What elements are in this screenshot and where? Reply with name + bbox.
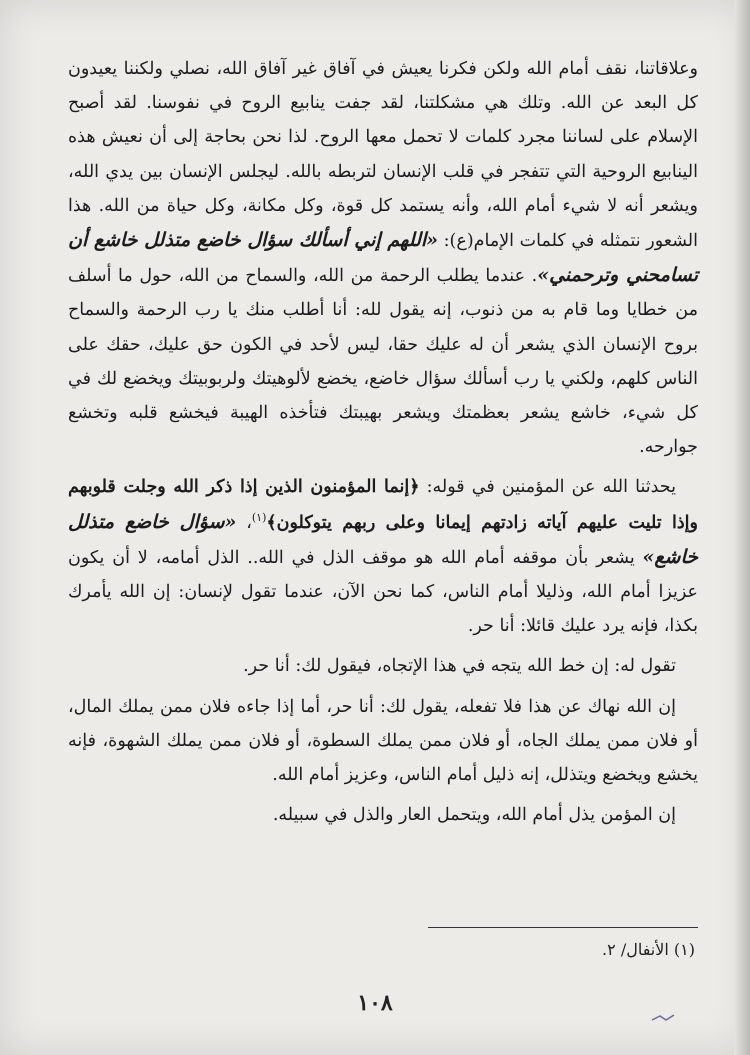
page-number: ١٠٨ — [357, 990, 393, 1016]
text-run: وعلاقاتنا، نقف أمام الله ولكن فكرنا يعيش في آفاق غير آفاق الله، نصلي ولكننا يعيدون كل البعد عن الله. وتلك هي مشكلتنا، لقد جفت ينابيع الروح في نفوسنا. لقد أصبح الإسلام على لساننا مجرد كلمات لا تحمل معها الروح. لذا نحن بحاجة إلى أن نعيش هذه الينابيع الروحية التي تتفجر في قلب الإنسان لتربطه بالله. ليجلس الإنسان بين يدي الله، ويشعر أنه لا شيء أمام الله، وأنه يستمد كل قوة، وكل مكانة، وكل حياة من الله. هذا الشعور نتمثله في كلمات الإمام(ع): — [68, 59, 698, 252]
pencil-mark-icon — [650, 1012, 676, 1024]
footnote-separator — [428, 927, 698, 928]
quoted-text: «سؤال خاضع متذلل خاشع» — [68, 510, 698, 568]
text-run: ، — [236, 512, 252, 533]
footnote-ref: (١) — [251, 510, 267, 524]
text-run: يشعر بأن موقفه أمام الله هو موقف الذل في الله.. الذل أمامه، لا أن يكون عزيزا أمام الله، وذليلا أمام الناس، كما نحن الآن، عندما تقول لإنسان: إن الله يأمرك بكذا، فإنه يرد عليك قائلا: أنا حر. — [68, 547, 698, 637]
paragraph-p1 — [68, 52, 698, 464]
paragraph-p3 — [68, 649, 698, 683]
book-spine-shadow — [734, 0, 750, 1055]
text-run: يحدثنا الله عن المؤمنين في قوله: — [419, 477, 676, 498]
text-run: إن الله نهاك عن هذا فلا تفعله، يقول لك: أنا حر، أما إذا جاءه فلان ممن يملك المال، أو فلان ممن يملك الجاه، أو فلان ممن يملك السطوة، أو فلان ممن يملك الشهوة، فإنه يخشع ويخضع ويتذلل، إنه ذليل أمام الناس، وعزيز أمام الله. — [68, 696, 698, 786]
quoted-text: «اللهم إني أسألك سؤال خاضع متذلل خاشع أن تسامحني وترحمني» — [68, 229, 698, 287]
quoted-text: ﴿إنما المؤمنون الذين إذا ذكر الله وجلت قلوبهم وإذا تليت عليهم آياته زادتهم إيمانا وعلى ربهم يتوكلون﴾ — [68, 477, 698, 533]
paragraph-p2 — [68, 470, 698, 643]
paragraph-p4 — [68, 690, 698, 793]
text-run: إن المؤمن يذل أمام الله، ويتحمل العار والذل في سبيله. — [272, 805, 676, 826]
text-run: . عندما يطلب الرحمة من الله، والسماح من الله، حول ما أسلف من خطايا وما قام به من ذنوب، إنه يقول لله: أنا أطلب منك يا رب الرحمة والسماح بروح الإنسان الذي يشعر أن له عليك حقا، ليس لأحد في الكون حق عليك، حقك على الناس كلهم، ولكني يا رب أسألك سؤال خاضع، يخضع لألوهيتك ولربوبيتك ويخضع لك في كل شيء، خاشع يشعر بعظمتك ويشعر بهيبتك فتأخذه الهيبة فيخشع قلبه وتخشع جوارحه. — [68, 266, 698, 458]
text-run: تقول له: إن خط الله يتجه في هذا الإتجاه، فيقول لك: أنا حر. — [243, 656, 676, 677]
paragraph-p5 — [68, 798, 698, 832]
footnote: (١) الأنفال/ ٢. — [602, 940, 695, 959]
body-text — [68, 52, 698, 838]
